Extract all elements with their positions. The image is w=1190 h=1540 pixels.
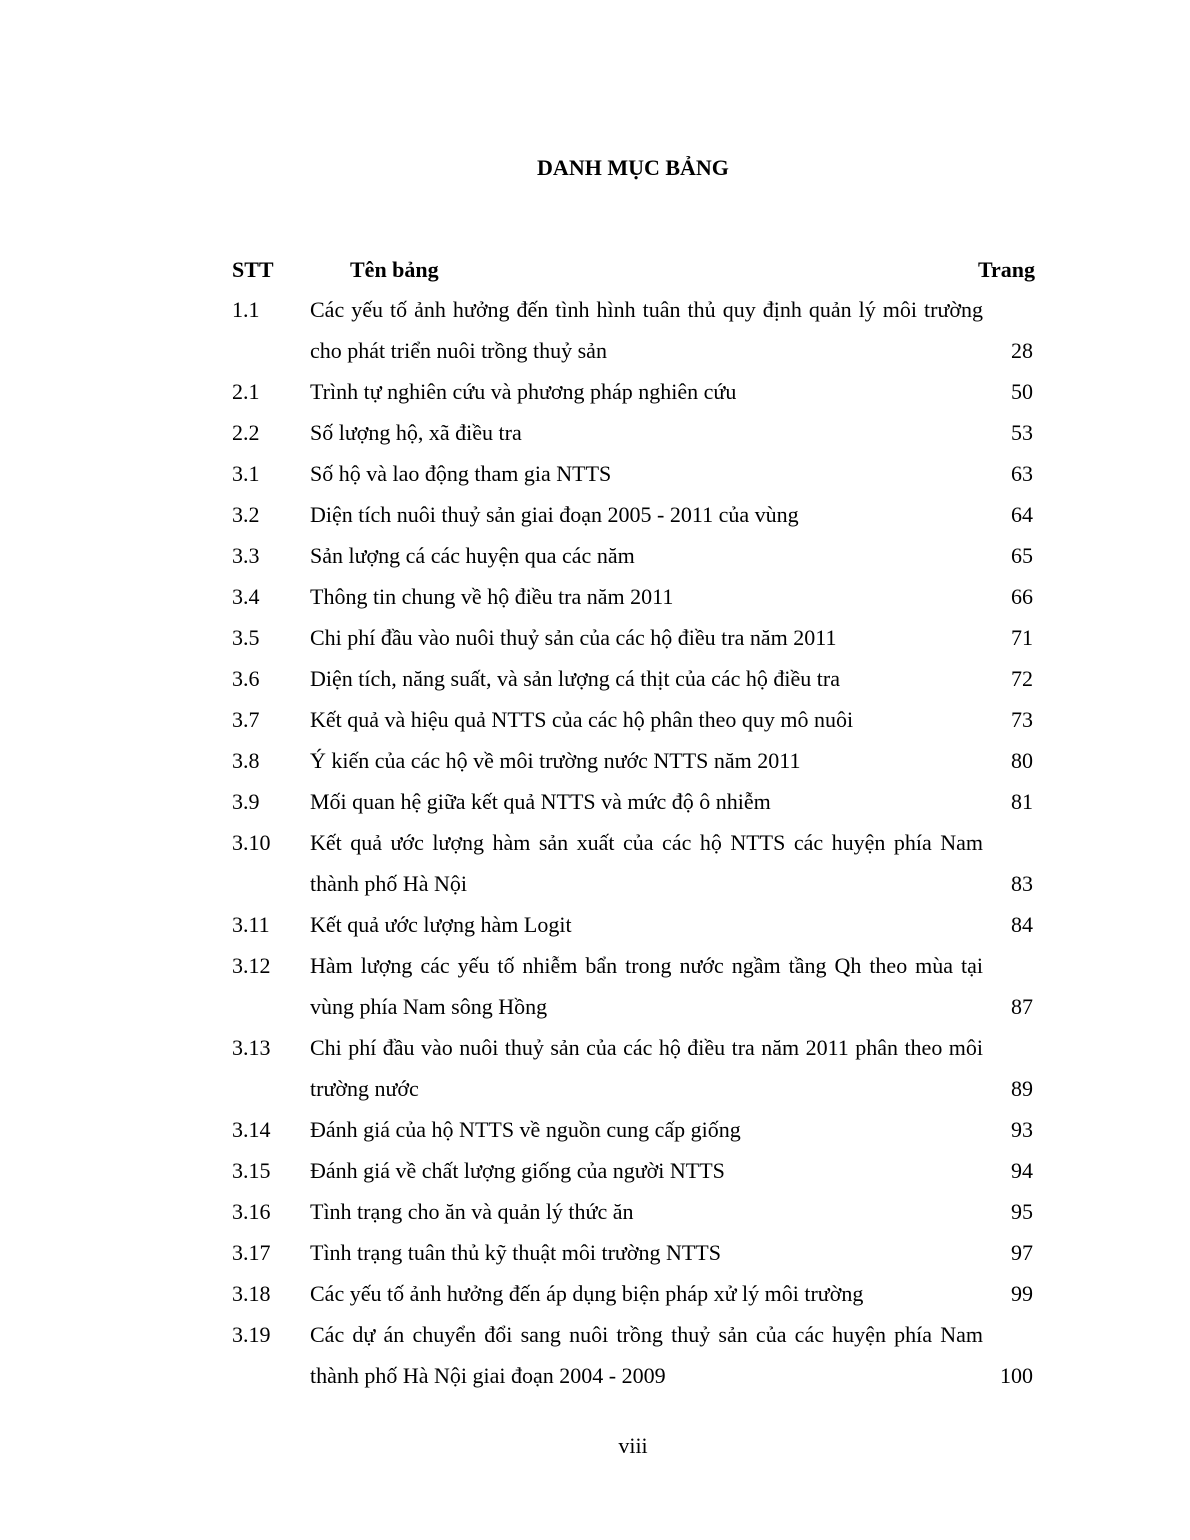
row-page: 65 <box>1011 543 1033 568</box>
row-number: 2.1 <box>232 379 260 404</box>
row-title: Kết quả ước lượng hàm Logit <box>310 912 572 937</box>
row-title: Các yếu tố ảnh hưởng đến áp dụng biện pháp xử lý môi trường <box>310 1281 864 1306</box>
row-title: Diện tích nuôi thuỷ sản giai đoạn 2005 - 2011 của vùng <box>310 502 799 527</box>
row-number: 3.1 <box>232 461 260 486</box>
row-page: 81 <box>1011 789 1033 814</box>
row-page: 97 <box>1011 1240 1033 1265</box>
row-page: 80 <box>1011 748 1033 773</box>
row-page: 94 <box>1011 1158 1033 1183</box>
row-number: 3.3 <box>232 543 260 568</box>
row-title: Các dự án chuyển đổi sang nuôi trồng thuỷ sản của các huyện phía Nam thành phố Hà Nội giai đoạn 2004 - 2009 <box>310 1322 983 1388</box>
row-page: 84 <box>1011 912 1033 937</box>
row-number: 3.15 <box>232 1158 271 1183</box>
table-row <box>0 1191 1190 1232</box>
row-page: 50 <box>1011 379 1033 404</box>
row-page: 87 <box>1011 994 1033 1019</box>
row-page: 83 <box>1011 871 1033 896</box>
table-row <box>0 412 1190 453</box>
table-row <box>0 371 1190 412</box>
table-row <box>0 1232 1190 1273</box>
row-title: Tình trạng cho ăn và quản lý thức ăn <box>310 1199 634 1224</box>
row-page: 72 <box>1011 666 1033 691</box>
table-row <box>0 1150 1190 1191</box>
row-page: 99 <box>1011 1281 1033 1306</box>
row-page: 95 <box>1011 1199 1033 1224</box>
row-page: 89 <box>1011 1076 1033 1101</box>
table-row <box>0 822 1190 904</box>
column-header-stt: STT <box>232 257 274 282</box>
table-row <box>0 781 1190 822</box>
row-title: Sản lượng cá các huyện qua các năm <box>310 543 635 568</box>
page-number: viii <box>618 1433 648 1458</box>
row-title: Trình tự nghiên cứu và phương pháp nghiên cứu <box>310 379 737 404</box>
table-row <box>0 453 1190 494</box>
row-number: 3.10 <box>232 830 271 855</box>
table-list <box>0 289 1190 1396</box>
table-row <box>0 535 1190 576</box>
row-title: Đánh giá về chất lượng giống của người NTTS <box>310 1158 725 1183</box>
row-number: 3.2 <box>232 502 260 527</box>
row-title: Ý kiến của các hộ về môi trường nước NTTS năm 2011 <box>310 748 801 773</box>
row-title: Chi phí đầu vào nuôi thuỷ sản của các hộ điều tra năm 2011 phân theo môi trường nước <box>310 1035 983 1101</box>
table-row <box>0 658 1190 699</box>
row-number: 3.6 <box>232 666 260 691</box>
row-title: Số lượng hộ, xã điều tra <box>310 420 522 445</box>
row-number: 3.17 <box>232 1240 271 1265</box>
row-number: 2.2 <box>232 420 260 445</box>
row-title: Tình trạng tuân thủ kỹ thuật môi trường NTTS <box>310 1240 721 1265</box>
row-page: 71 <box>1011 625 1033 650</box>
row-number: 3.16 <box>232 1199 271 1224</box>
table-row <box>0 494 1190 535</box>
row-page: 64 <box>1011 502 1033 527</box>
row-number: 3.7 <box>232 707 260 732</box>
row-number: 3.8 <box>232 748 260 773</box>
row-title: Số hộ và lao động tham gia NTTS <box>310 461 612 486</box>
table-row <box>0 1314 1190 1396</box>
row-title: Kết quả và hiệu quả NTTS của các hộ phân theo quy mô nuôi <box>310 707 854 732</box>
page-title: DANH MỤC BẢNG <box>537 155 729 180</box>
table-row <box>0 699 1190 740</box>
row-title: Diện tích, năng suất, và sản lượng cá thịt của các hộ điều tra <box>310 666 840 691</box>
row-page: 73 <box>1011 707 1033 732</box>
row-number: 3.14 <box>232 1117 271 1142</box>
row-number: 3.11 <box>232 912 270 937</box>
row-page: 28 <box>1011 338 1033 363</box>
table-row <box>0 1273 1190 1314</box>
table-row <box>0 1109 1190 1150</box>
row-number: 1.1 <box>232 297 260 322</box>
column-header-page: Trang <box>977 257 1035 282</box>
table-row <box>0 904 1190 945</box>
row-number: 3.4 <box>232 584 260 609</box>
table-row <box>0 617 1190 658</box>
column-header-name: Tên bảng <box>350 257 439 282</box>
table-row <box>0 576 1190 617</box>
row-number: 3.19 <box>232 1322 271 1347</box>
row-number: 3.18 <box>232 1281 271 1306</box>
table-row <box>0 945 1190 1027</box>
row-title: Thông tin chung về hộ điều tra năm 2011 <box>310 584 674 609</box>
row-number: 3.5 <box>232 625 260 650</box>
row-number: 3.13 <box>232 1035 271 1060</box>
row-title: Đánh giá của hộ NTTS về nguồn cung cấp giống <box>310 1117 741 1142</box>
row-title: Các yếu tố ảnh hưởng đến tình hình tuân thủ quy định quản lý môi trường cho phát triển nuôi trồng thuỷ sản <box>310 297 983 363</box>
row-page: 66 <box>1011 584 1033 609</box>
row-title: Mối quan hệ giữa kết quả NTTS và mức độ ô nhiễm <box>310 789 771 814</box>
row-page: 53 <box>1011 420 1033 445</box>
row-page: 63 <box>1011 461 1033 486</box>
table-row <box>0 740 1190 781</box>
row-title: Kết quả ước lượng hàm sản xuất của các hộ NTTS các huyện phía Nam thành phố Hà Nội <box>310 830 983 896</box>
table-row <box>0 289 1190 371</box>
table-row <box>0 1027 1190 1109</box>
row-number: 3.12 <box>232 953 271 978</box>
row-number: 3.9 <box>232 789 260 814</box>
row-title: Hàm lượng các yếu tố nhiễm bẩn trong nước ngầm tầng Qh theo mùa tại vùng phía Nam sông Hồng <box>310 953 983 1019</box>
row-page: 93 <box>1011 1117 1033 1142</box>
row-page: 100 <box>1000 1363 1033 1388</box>
row-title: Chi phí đầu vào nuôi thuỷ sản của các hộ điều tra năm 2011 <box>310 625 837 650</box>
